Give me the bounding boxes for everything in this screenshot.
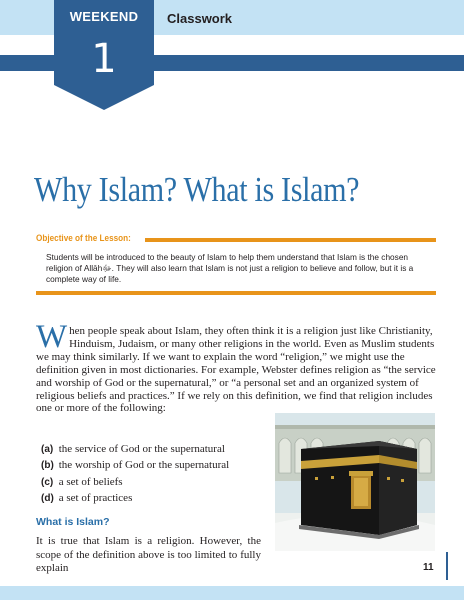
page-title: Why Islam? What is Islam? xyxy=(34,170,360,209)
list-item xyxy=(41,457,271,473)
badge-label: WEEKEND xyxy=(69,9,139,24)
weekend-badge xyxy=(54,0,154,110)
page-number: 11 xyxy=(423,562,434,573)
page-edge-rule xyxy=(446,552,448,580)
footer-band xyxy=(0,586,464,600)
list-text: a set of practices xyxy=(58,492,133,505)
list-item xyxy=(41,490,271,506)
list-item xyxy=(41,474,271,490)
list-letter: (d) xyxy=(41,493,54,505)
paragraph-2: It is true that Islam is a religion. However, the scope of the definition above is too limited to fully explain xyxy=(36,535,261,574)
intro-paragraph xyxy=(36,319,446,415)
list-text: a set of beliefs xyxy=(58,475,123,488)
intro-text: hen people speak about Islam, they often think it is a religion just like Christianity, Hinduism, Judaism, or many other religions in the world. Even as Muslim students we may think similarly. If we want to explain the word “religion,” we might use the definition given in most dictionaries. For example, Webster defines religion as “the service and worship of God or the supernatural,” or “a personal set and an organized system of religious beliefs and practices.” If we rely on this definition, we find that religion includes one or more of the following: xyxy=(36,325,436,415)
definition-list xyxy=(41,441,271,507)
list-letter: (a) xyxy=(41,444,54,455)
list-letter: (b) xyxy=(41,460,54,472)
drop-cap: W xyxy=(36,319,68,355)
list-item xyxy=(41,441,271,457)
list-text: the worship of God or the supernatural xyxy=(58,459,230,472)
objective-text: Students will be introduced to the beauty of Islam to help them understand that Islam is the chosen religion of Allāhﷻ. They will also learn that Islam is not just a religion to believe and follow, but it is a complete way of life. xyxy=(46,252,414,284)
subheading: What is Islam? xyxy=(36,516,110,528)
list-letter: (c) xyxy=(41,476,54,488)
kaaba-illustration xyxy=(275,413,435,551)
list-text: the service of God or the supernatural xyxy=(58,443,225,455)
badge-number: 1 xyxy=(91,36,117,82)
objective-rule-bottom xyxy=(36,291,436,295)
section-label: Classwork xyxy=(167,11,233,26)
objective-label: Objective of the Lesson: xyxy=(36,233,131,244)
objective-rule-top xyxy=(145,238,436,242)
